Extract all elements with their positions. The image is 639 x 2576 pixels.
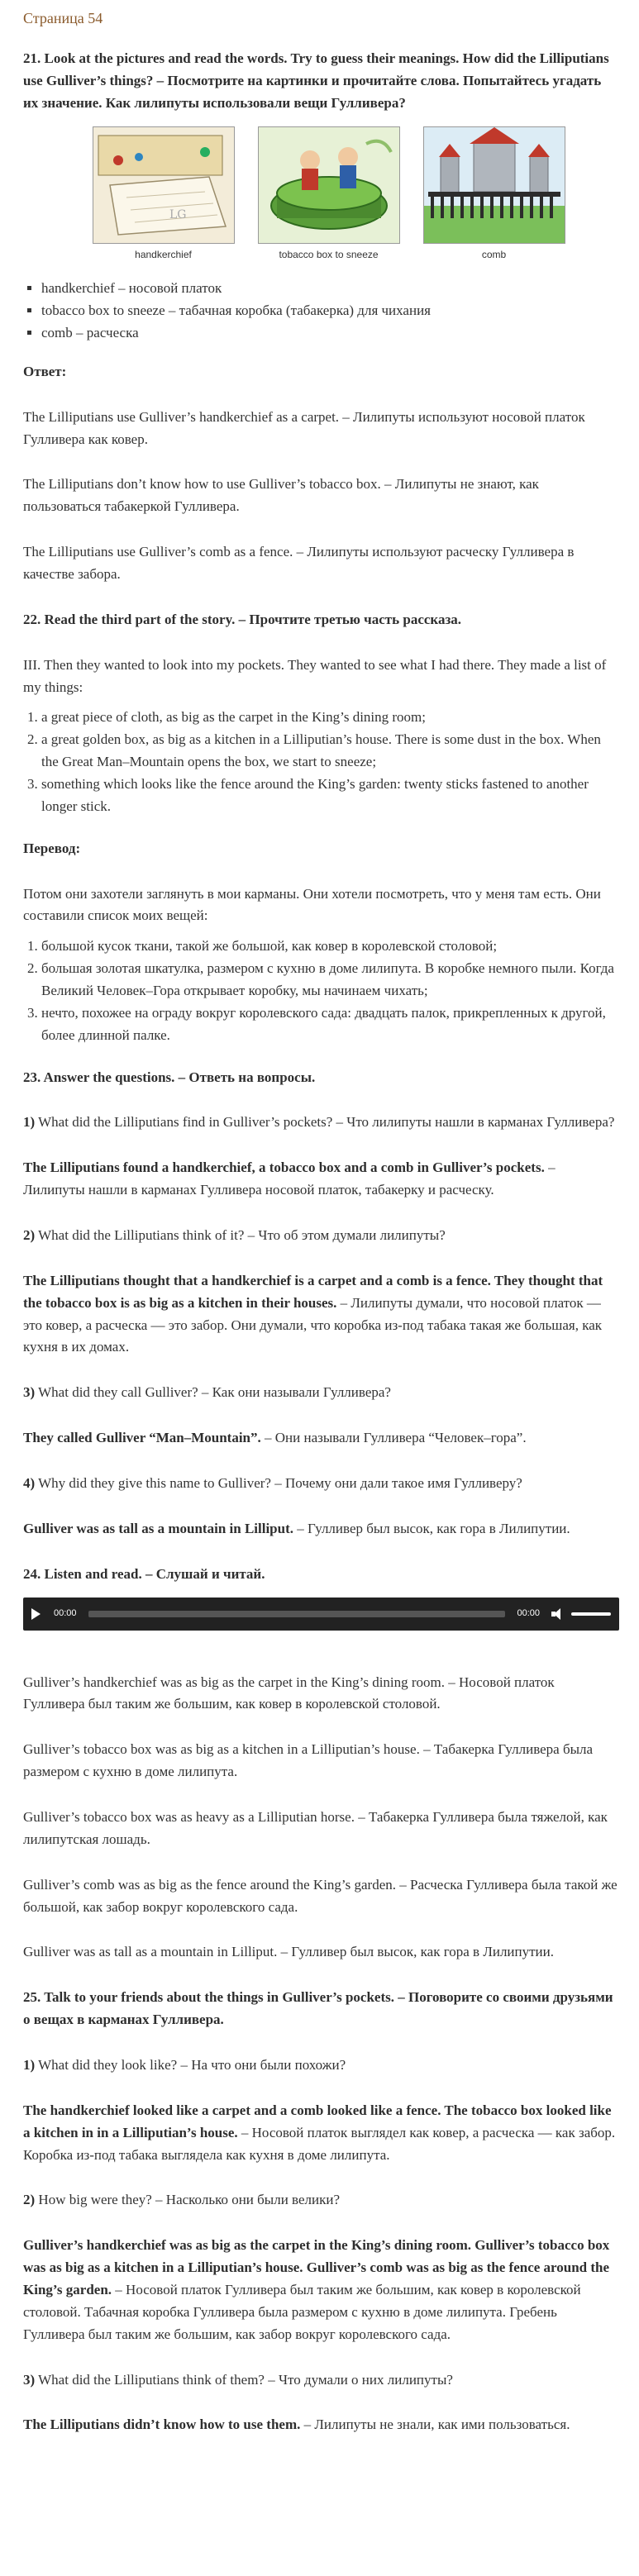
exercise-25-heading: 25. Talk to your friends about the things in Gulliver’s pockets. – Поговорите со своими друзьями о вещах в карманах Гулливера. xyxy=(23,1989,613,2028)
answer-bold: The handkerchief looked like a carpet and a comb looked like a fence. The tobacco box looked like a kitchen in in a Lilliputian’s house. xyxy=(23,2102,612,2140)
list-item: 1. большой кусок ткани, такой же большой, как ковер в королевской столовой; xyxy=(41,936,619,958)
list-item: 3. нечто, похожее на ограду вокруг королевского сада: двадцать палок, прикрепленных к другой, более длинной палке. xyxy=(41,1002,619,1047)
answer xyxy=(23,1270,619,1359)
answer-translation: – Лилипуты думали, что носовой платок — это ковер, а расческа — это забор. Они думали, что коробка из-под табака такая же большая, как кухня в их домах. xyxy=(23,1294,603,1355)
story-items xyxy=(23,707,619,817)
translation-intro: Потом они захотели заглянуть в мои карманы. Они хотели посмотреть, что у меня там есть. Они составили список моих вещей: xyxy=(23,885,601,924)
list-item: 2. a great golden box, as big as a kitchen in a Lilliputian’s house. There is some dust in the box. When the Great Man–Mountain opens the box, we start to sneeze; xyxy=(41,729,619,774)
question xyxy=(23,2189,619,2212)
answer xyxy=(23,2235,619,2345)
listen-line: Gulliver’s comb was as big as the fence around the King’s garden. – Расческа Гулливера была такой же большой, как забор вокруг королевского сада. xyxy=(23,1876,618,1915)
answer-bold: Gulliver’s handkerchief was as big as the carpet in the King’s dining room. Gulliver’s tobacco box was as big as a kitchen in a Lilliputian’s house. Gulliver’s comb was as big as the fence around the King’s garden. xyxy=(23,2237,610,2298)
translation-label: Перевод: xyxy=(23,840,81,856)
question-number: 1) xyxy=(23,2057,36,2074)
answer-translation: – Носовой платок выглядел как ковер, а расческа — как забор. Коробка из-под табака выглядела как кухня в доме лилипута. xyxy=(23,2124,616,2163)
question-number: 4) xyxy=(23,1475,36,1491)
tobacco-box-illustration xyxy=(258,126,400,244)
question-text: What did they call Gulliver? – Как они называли Гулливера? xyxy=(38,1384,391,1401)
volume-slider[interactable] xyxy=(571,1612,611,1616)
question-text: What did they look like? – На что они были похожи? xyxy=(38,2057,346,2074)
answer-bold: The Lilliputians didn’t know how to use them. xyxy=(23,2416,301,2433)
question-number: 3) xyxy=(23,2371,36,2388)
answer-paragraph: The Lilliputians don’t know how to use Gulliver’s tobacco box. – Лилипуты не знают, как пользоваться табакеркой Гулливера. xyxy=(23,476,539,515)
answer-bold: The Lilliputians found a handkerchief, a tobacco box and a comb in Gulliver’s pockets. xyxy=(23,1159,545,1176)
question-number: 3) xyxy=(23,1384,36,1401)
answer-translation: – Лилипуты нашли в карманах Гулливера носовой платок, табакерку и расческу. xyxy=(23,1159,556,1198)
picture-handkerchief xyxy=(93,126,234,261)
answer-translation: – Гулливер был высок, как гора в Лилипутии. xyxy=(293,1520,570,1536)
picture-comb xyxy=(424,126,565,261)
list-item: ▪ comb – расческа xyxy=(41,322,619,345)
exercise-22-heading: 22. Read the third part of the story. – Прочтите третью часть рассказа. xyxy=(23,611,462,627)
duration-time: 00:00 xyxy=(517,1607,540,1618)
exercise-23-heading: 23. Answer the questions. – Ответь на вопросы. xyxy=(23,1069,316,1085)
exercise-21-heading: 21. Look at the pictures and read the words. Try to guess their meanings. How did the Lilliputians use Gulliver’s things? – Посмотрите на картинки и прочитайте слова. Попытайтесь угадать их значение. Как лилипуты использовали вещи Гулливера? xyxy=(23,50,609,112)
listen-line: Gulliver’s tobacco box was as heavy as a Lilliputian horse. – Табакерка Гулливера была тяжелой, как лилипутская лошадь. xyxy=(23,1809,608,1847)
answer-paragraph: The Lilliputians use Gulliver’s comb as a fence. – Лилипуты используют расческу Гулливера в качестве забора. xyxy=(23,544,575,582)
question xyxy=(23,1382,619,1404)
answer-paragraph: The Lilliputians use Gulliver’s handkerchief as a carpet. – Лилипуты используют носовой платок Гулливера как ковер. xyxy=(23,408,585,447)
answer xyxy=(23,1518,619,1540)
answer xyxy=(23,1157,619,1202)
question-number: 2) xyxy=(23,1226,36,1243)
word-list xyxy=(23,278,619,345)
question xyxy=(23,1112,619,1134)
answer-bold: The Lilliputians thought that a handkerchief is a carpet and a comb is a fence. They thought that the tobacco box is as big as a kitchen in their houses. xyxy=(23,1272,603,1311)
caption-tobacco-box: tobacco box to sneeze xyxy=(279,249,379,261)
story-intro: III. Then they wanted to look into my pockets. They wanted to see what I had there. They made a list of my things: xyxy=(23,656,607,695)
question-text: How big were they? – Насколько они были велики? xyxy=(38,2192,341,2208)
handkerchief-illustration xyxy=(93,126,235,244)
answer-bold: Gulliver was as tall as a mountain in Lilliput. xyxy=(23,1520,294,1536)
play-icon[interactable] xyxy=(31,1608,41,1620)
question xyxy=(23,1473,619,1495)
question xyxy=(23,2369,619,2392)
translation-items xyxy=(23,936,619,1046)
listen-line: Gulliver was as tall as a mountain in Lilliput. – Гулливер был высок, как гора в Лилипутии. xyxy=(23,1944,554,1960)
answer-label: Ответ: xyxy=(23,363,67,379)
listen-line: Gulliver’s tobacco box was as big as a kitchen in a Lilliputian’s house. – Табакерка Гулливера была размером с кухню в доме лилипута. xyxy=(23,1741,594,1780)
answer xyxy=(23,2100,619,2167)
picture-tobacco-box xyxy=(259,126,399,261)
comb-illustration xyxy=(423,126,565,244)
audio-player xyxy=(23,1598,619,1631)
pictures-row xyxy=(23,126,619,261)
question-text: What did the Lilliputians think of them? – Что думали о них лилипуты? xyxy=(38,2371,453,2388)
caption-handkerchief: handkerchief xyxy=(135,249,192,261)
list-item: 2. большая золотая шкатулка, размером с кухню в доме лилипута. В коробке немного пыли. Когда Великий Человек–Гора открывает коробку, мы начинаем чихать; xyxy=(41,958,619,1002)
volume-icon[interactable] xyxy=(551,1608,565,1620)
progress-slider[interactable] xyxy=(88,1611,506,1617)
list-item: 3. something which looks like the fence around the King’s garden: twenty sticks fastened to another longer stick. xyxy=(41,774,619,818)
answer-bold: They called Gulliver “Man–Mountain”. xyxy=(23,1430,261,1446)
question-text: What did the Lilliputians find in Gulliver’s pockets? – Что лилипуты нашли в карманах Гулливера? xyxy=(38,1114,615,1131)
listen-line: Gulliver’s handkerchief was as big as the carpet in the King’s dining room. – Носовой платок Гулливера был таким же большим, как ковер в королевской столовой. xyxy=(23,1674,555,1712)
answer xyxy=(23,1427,619,1450)
list-item: ▪ tobacco box to sneeze – табачная коробка (табакерка) для чихания xyxy=(41,300,619,322)
question xyxy=(23,1225,619,1247)
exercise-24-heading: 24. Listen and read. – Слушай и читай. xyxy=(23,1565,265,1582)
page-label: Страница 54 xyxy=(23,10,103,26)
answer-translation: – Они называли Гулливера “Человек–гора”. xyxy=(260,1430,527,1446)
question-text: Why did they give this name to Gulliver? – Почему они дали такое имя Гулливеру? xyxy=(38,1475,522,1491)
answer-translation: – Носовой платок Гулливера был таким же большим, как ковер в королевской столовой. Табачная коробка Гулливера была размером с кухню в доме лилипута. Гребень Гулливера был таким же большим, как забор вокруг королевского сада. xyxy=(23,2282,581,2342)
current-time: 00:00 xyxy=(54,1607,77,1618)
caption-comb: comb xyxy=(481,249,507,261)
list-item: ▪ handkerchief – носовой платок xyxy=(41,278,619,300)
svg-text:LG: LG xyxy=(169,208,186,222)
answer xyxy=(23,2414,619,2436)
question-number: 1) xyxy=(23,1114,36,1131)
answer-translation: – Лилипуты не знали, как ими пользоваться. xyxy=(300,2416,570,2433)
question-number: 2) xyxy=(23,2192,36,2208)
question-text: What did the Lilliputians think of it? – Что об этом думали лилипуты? xyxy=(38,1226,446,1243)
list-item: 1. a great piece of cloth, as big as the carpet in the King’s dining room; xyxy=(41,707,619,729)
question xyxy=(23,2055,619,2077)
